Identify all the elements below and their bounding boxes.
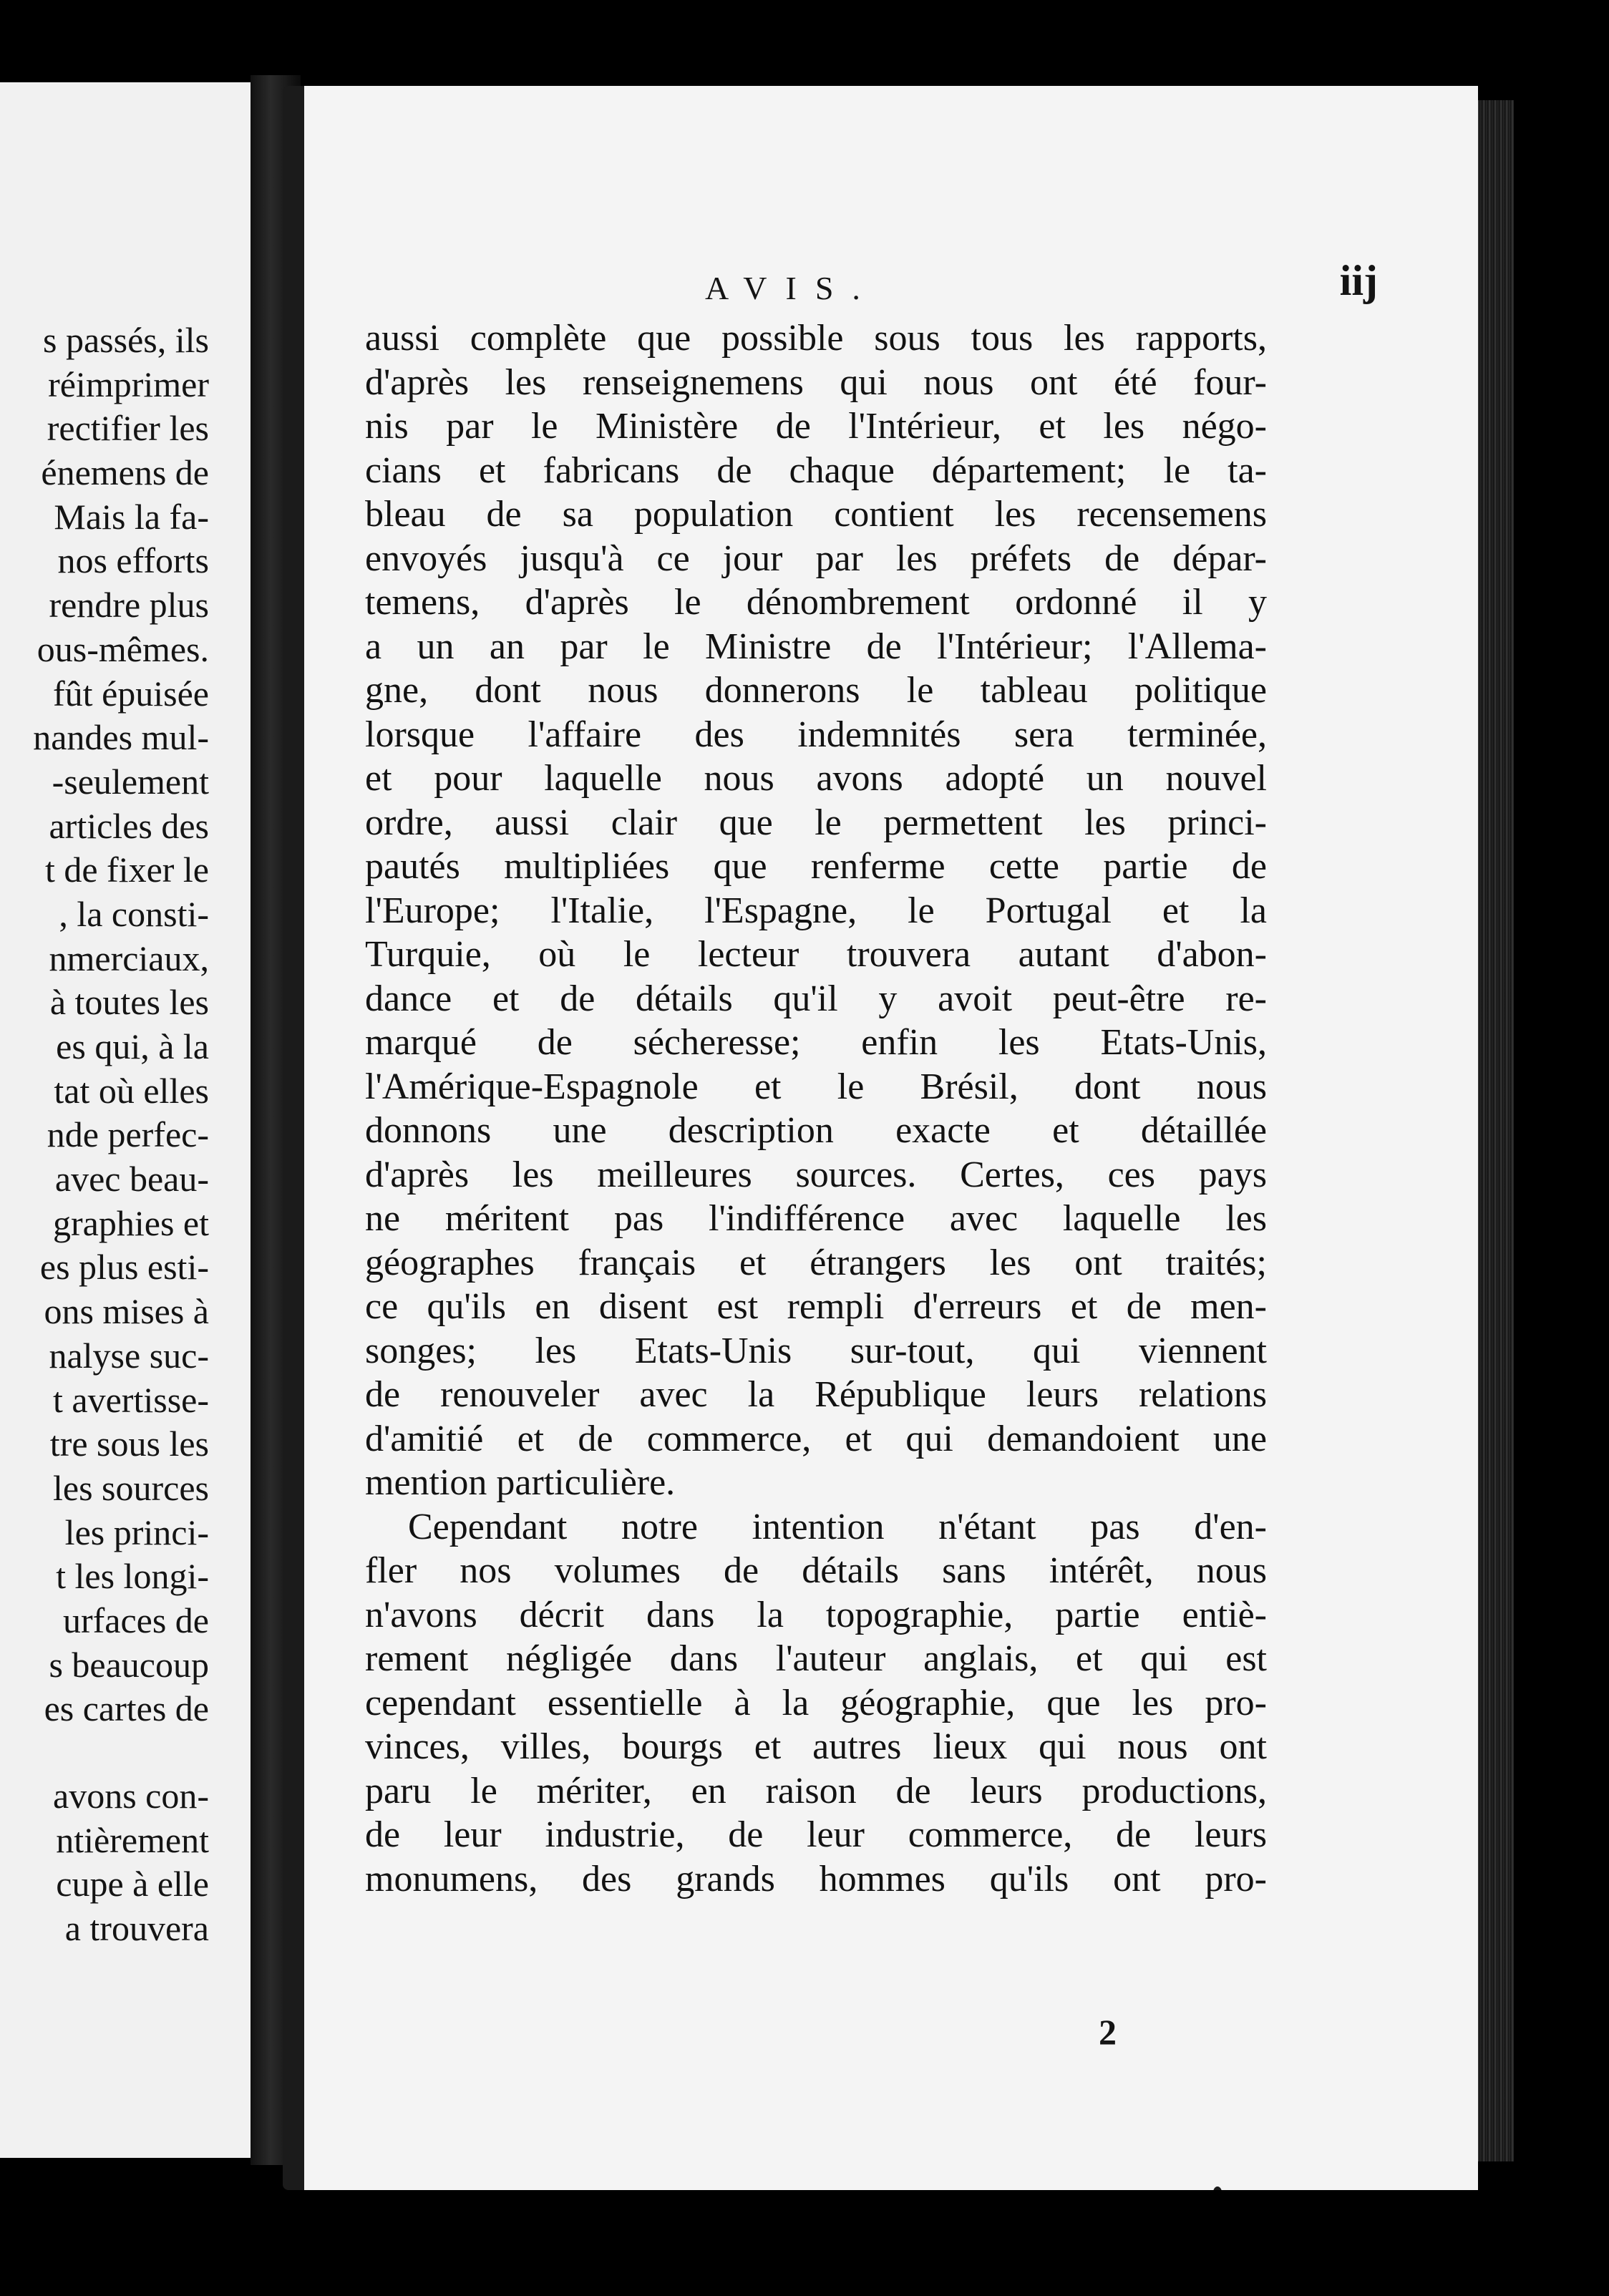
left-line: a trouvera [64, 1908, 209, 1949]
text-line: monumens, des grands hommes qu'ils ont pro- [365, 1858, 1267, 1899]
text-line: nis par le Ministère de l'Intérieur, et les négo- [365, 406, 1267, 447]
text-line: pautés multipliées que renferme cette partie de [365, 846, 1267, 887]
text-line: temens, d'après le dénombrement ordonné il y [365, 582, 1267, 623]
text-line: cians et fabricans de chaque département; le ta- [365, 449, 1267, 491]
left-line: tat où elles [54, 1070, 209, 1111]
text-line: n'avons décrit dans la topographie, partie entiè- [365, 1594, 1267, 1635]
text-line: et pour laquelle nous avons adopté un nouvel [365, 758, 1267, 799]
left-line: nmerciaux, [49, 938, 209, 978]
left-page-gap [0, 1731, 209, 1774]
signature-mark: 2 [1099, 2012, 1117, 2052]
text-line: Cependant notre intention n'étant pas d'en- [408, 1506, 1267, 1547]
left-line: avons con- [53, 1776, 209, 1816]
text-line: fler nos volumes de détails sans intérêt, nous [365, 1550, 1267, 1591]
left-line: énemens de [41, 452, 209, 493]
text-line: d'après les meilleures sources. Certes, ces pays [365, 1154, 1267, 1195]
left-line: t avertisse- [53, 1379, 209, 1420]
left-line: nalyse suc- [49, 1335, 209, 1376]
left-line: t les longi- [56, 1556, 209, 1597]
text-line: aussi complète que possible sous tous les rapports, [365, 318, 1267, 359]
text-line: vinces, villes, bourgs et autres lieux qui nous ont [365, 1726, 1267, 1767]
running-title: AVIS. [705, 270, 879, 306]
left-line: nandes mul- [33, 717, 209, 758]
text-line: l'Amérique-Espagnole et le Brésil, dont nous [365, 1066, 1267, 1107]
left-line: rendre plus [49, 585, 209, 626]
left-line: ntièrement [56, 1819, 209, 1860]
text-line: d'amitié et de commerce, et qui demandoient une [365, 1418, 1267, 1459]
left-line: à toutes les [49, 982, 209, 1023]
left-line: rectifier les [47, 408, 209, 449]
left-line: -seulement [52, 761, 209, 802]
left-line: nos efforts [57, 540, 209, 581]
ink-speck [1213, 2186, 1222, 2190]
text-line: marqué de sécheresse; enfin les Etats-Unis, [365, 1022, 1267, 1063]
text-line: cependant essentielle à la géographie, que les pro- [365, 1682, 1267, 1723]
left-line: réimprimer [48, 364, 209, 404]
left-line: urfaces de [62, 1600, 209, 1640]
body-text [365, 316, 1267, 1901]
page-header [304, 256, 1478, 321]
text-line: d'après les renseignemens qui nous ont été four- [365, 361, 1267, 403]
left-line: , la consti- [59, 893, 209, 934]
right-page [283, 86, 1478, 2190]
text-line: rement négligée dans l'auteur anglais, et qui est [365, 1638, 1267, 1679]
text-line: dance et de détails qu'il y avoit peut-être re- [365, 978, 1267, 1019]
left-line: es plus esti- [39, 1247, 209, 1288]
left-line: les sources [53, 1467, 209, 1508]
left-line: Mais la fa- [54, 496, 209, 537]
text-line: ordre, aussi clair que le permettent les princi- [365, 802, 1267, 843]
left-line: s passés, ils [43, 320, 209, 360]
left-line: tre sous les [49, 1424, 209, 1464]
text-line: de leur industrie, de leur commerce, de leurs [365, 1814, 1267, 1855]
text-line: mention particulière. [365, 1462, 676, 1503]
text-line: lorsque l'affaire des indemnités sera terminée, [365, 714, 1267, 755]
page-number: iij [1339, 257, 1378, 304]
left-line: graphies et [53, 1202, 209, 1243]
left-page [0, 82, 256, 2158]
text-line: a un an par le Ministre de l'Intérieur; l'Allema- [365, 626, 1267, 667]
text-line: songes; les Etats-Unis sur-tout, qui viennent [365, 1330, 1267, 1371]
left-line: ons mises à [44, 1291, 209, 1332]
text-line: géographes français et étrangers les ont traités; [365, 1242, 1267, 1283]
text-line: bleau de sa population contient les recensemens [365, 494, 1267, 535]
left-line: es qui, à la [56, 1026, 209, 1066]
left-page-text [0, 318, 209, 1951]
text-line: envoyés jusqu'à ce jour par les préfets de dépar- [365, 537, 1267, 579]
left-line: ous-mêmes. [37, 628, 209, 669]
left-line: articles des [49, 805, 209, 846]
text-line: ne méritent pas l'indifférence avec laquelle les [365, 1198, 1267, 1239]
text-line: de renouveler avec la République leurs relations [365, 1374, 1267, 1415]
text-line: gne, dont nous donnerons le tableau politique [365, 670, 1267, 711]
left-line: t de fixer le [44, 850, 209, 890]
left-line: les princi- [64, 1512, 209, 1552]
left-line: nde perfec- [47, 1114, 209, 1155]
text-line: paru le mériter, en raison de leurs productions, [365, 1770, 1267, 1811]
left-line: avec beau- [54, 1159, 209, 1200]
left-line: cupe à elle [56, 1864, 209, 1905]
left-line: fût épuisée [53, 673, 209, 714]
text-line: l'Europe; l'Italie, l'Espagne, le Portugal et la [365, 890, 1267, 931]
text-line: Turquie, où le lecteur trouvera autant d'abon- [365, 934, 1267, 975]
left-line: es cartes de [44, 1688, 209, 1729]
text-line: donnons une description exacte et détaillée [365, 1110, 1267, 1151]
left-line: s beaucoup [49, 1644, 209, 1685]
text-line: ce qu'ils en disent est rempli d'erreurs et de men- [365, 1286, 1267, 1327]
